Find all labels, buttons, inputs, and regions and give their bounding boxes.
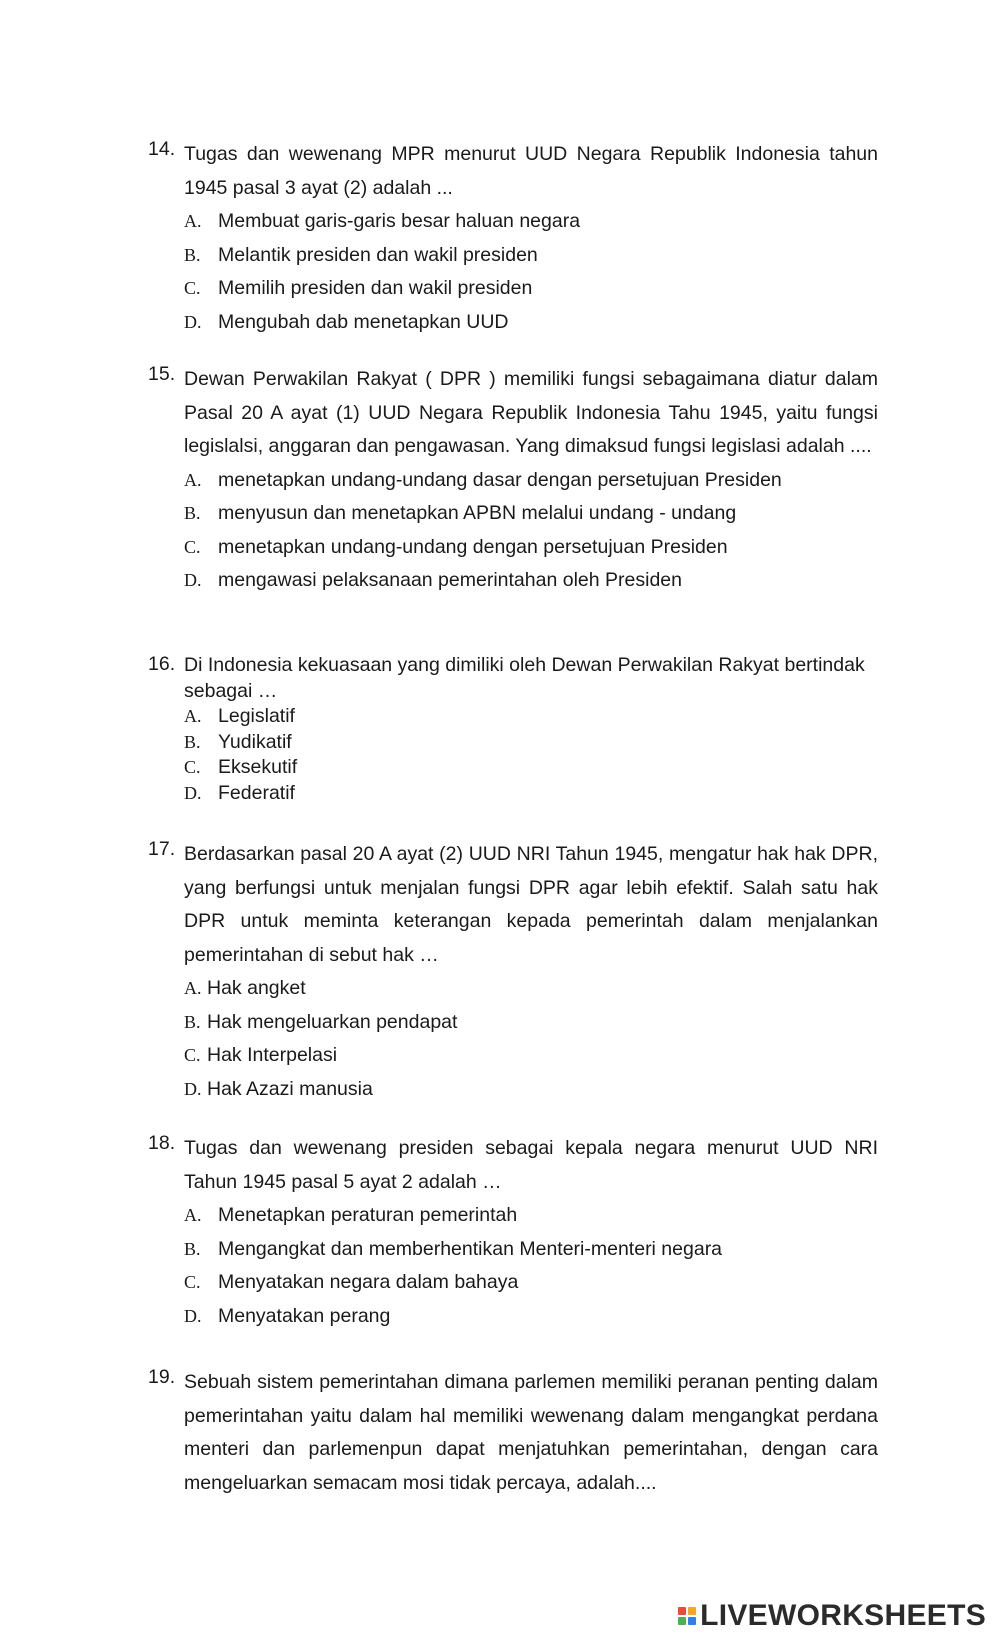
option-b[interactable] [184,1006,878,1040]
option-letter: D. [184,311,202,332]
option-c[interactable] [184,531,878,565]
question-14 [148,138,878,339]
option-letter: D. [184,782,202,803]
question-number: 16. [148,653,176,675]
option-text: Hak mengeluarkan pendapat [207,1010,458,1033]
option-b[interactable] [184,730,878,756]
logo-square-blue [688,1617,696,1625]
option-text: menetapkan undang-undang dasar dengan persetujuan Presiden [218,468,782,491]
question-number: 19. [148,1366,176,1388]
option-b[interactable] [184,497,878,531]
option-c[interactable] [184,272,878,306]
option-d[interactable] [184,781,878,807]
option-a[interactable] [184,205,878,239]
option-text: Mengubah dab menetapkan UUD [218,310,509,333]
question-text: Tugas dan wewenang presiden sebagai kepala negara menurut UUD NRI Tahun 1945 pasal 5 ayat 2 adalah … [184,1137,878,1193]
option-letter: A. [184,211,202,231]
option-d[interactable] [184,1073,878,1107]
question-number: 17. [148,838,176,860]
option-text: Menyatakan perang [218,1304,391,1327]
logo-text: LIVEWORKSHEETS [700,1599,986,1632]
options-list [184,205,878,339]
option-text: Hak Azazi manusia [207,1077,373,1100]
options-list [184,1199,878,1333]
option-text: Memilih presiden dan wakil presiden [218,277,533,299]
logo-square-red [678,1607,686,1615]
question-text: Tugas dan wewenang MPR menurut UUD Negara Republik Indonesia tahun 1945 pasal 3 ayat (2) adalah ... [184,143,878,199]
question-17 [148,838,878,1106]
option-letter: A. [184,706,202,726]
option-letter: B. [184,1011,201,1032]
option-letter: A. [184,1205,202,1225]
option-text: menetapkan undang-undang dengan persetujuan Presiden [218,535,728,558]
question-text: Sebuah sistem pemerintahan dimana parlemen memiliki peranan penting dalam pemerintahan yaitu dalam hal memiliki wewenang dalam mengangkat perdana menteri dan parlemenpun dapat menjatuhkan pemerintahan, dengan cara mengeluarkan semacam mosi tidak percaya, adalah.... [184,1371,878,1494]
option-d[interactable] [184,306,878,340]
liveworksheets-logo [678,1599,986,1633]
option-letter: B. [184,503,201,523]
option-b[interactable] [184,1233,878,1267]
question-19 [148,1366,878,1500]
option-letter: D. [184,570,202,590]
option-c[interactable] [184,755,878,781]
option-text: Membuat garis-garis besar haluan negara [218,210,581,232]
option-letter: B. [184,1238,201,1259]
question-text: Dewan Perwakilan Rakyat ( DPR ) memiliki fungsi sebagaimana diatur dalam Pasal 20 A ayat (1) UUD Negara Republik Indonesia Tahu 1945, yaitu fungsi legislalsi, anggaran dan pengawasan. Yang dimaksud fungsi legislasi adalah .... [184,368,878,457]
options-list [184,704,878,806]
option-letter: D. [184,1078,202,1099]
option-letter: C. [184,278,201,298]
option-text: Mengangkat dan memberhentikan Menteri-menteri negara [218,1237,723,1260]
logo-grid-icon [678,1607,696,1625]
question-15 [148,363,878,598]
option-letter: B. [184,244,201,265]
option-a[interactable] [184,704,878,730]
option-text: menyusun dan menetapkan APBN melalui undang - undang [218,502,737,524]
options-list [184,972,878,1106]
option-a[interactable] [184,972,878,1006]
option-a[interactable] [184,464,878,498]
option-b[interactable] [184,239,878,273]
option-text: Melantik presiden dan wakil presiden [218,243,538,266]
option-a[interactable] [184,1199,878,1233]
option-letter: D. [184,1305,202,1326]
option-text: Yudikatif [218,730,292,753]
question-number: 15. [148,363,176,385]
question-number: 18. [148,1132,176,1154]
option-letter: A. [184,978,202,998]
option-letter: C. [184,536,201,557]
question-text: Berdasarkan pasal 20 A ayat (2) UUD NRI Tahun 1945, mengatur hak hak DPR, yang berfungsi untuk menjalan fungsi DPR agar lebih efektif. Salah satu hak DPR untuk meminta keterangan kepada pemerintah dalam menjalankan pemerintahan di sebut hak … [184,843,878,966]
option-text: Legislatif [218,705,295,727]
option-text: Menyatakan negara dalam bahaya [218,1271,519,1293]
option-c[interactable] [184,1039,878,1073]
option-letter: C. [184,1045,201,1065]
option-letter: A. [184,469,202,490]
question-number: 14. [148,138,176,160]
option-c[interactable] [184,1266,878,1300]
question-16 [148,653,878,806]
option-letter: B. [184,731,201,752]
option-d[interactable] [184,564,878,598]
option-text: Hak angket [207,977,306,999]
option-text: Eksekutif [218,756,298,778]
option-text: Menetapkan peraturan pemerintah [218,1204,518,1226]
option-letter: C. [184,757,201,777]
logo-square-green [678,1617,686,1625]
option-text: Federatif [218,781,295,804]
options-list [184,464,878,598]
option-text: Hak Interpelasi [207,1044,338,1066]
option-letter: C. [184,1272,201,1292]
option-text: mengawasi pelaksanaan pemerintahan oleh Presiden [218,569,682,591]
option-d[interactable] [184,1300,878,1334]
question-18 [148,1132,878,1333]
question-text: Di Indonesia kekuasaan yang dimiliki oleh Dewan Perwakilan Rakyat bertindak sebagai … [184,654,865,702]
logo-square-orange [688,1607,696,1615]
